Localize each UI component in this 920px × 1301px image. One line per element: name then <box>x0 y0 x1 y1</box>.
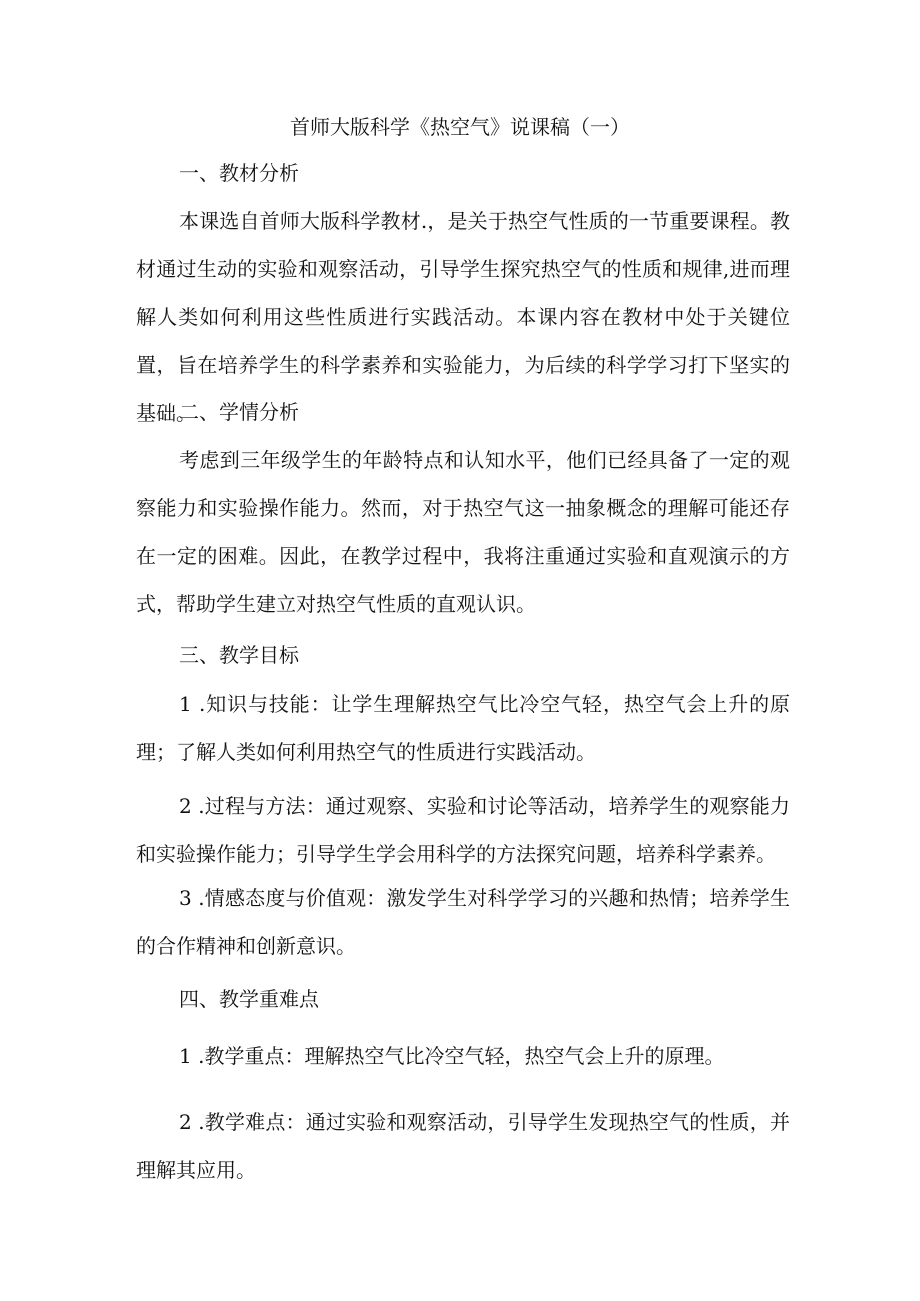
document-title: 首师大版科学《热空气》说课稿（一） <box>290 115 630 139</box>
paragraph-student-analysis: 考虑到三年级学生的年龄特点和认知水平，他们已经具备了一定的观察能力和实验操作能力。然而，对于热空气这一抽象概念的理解可能还存在一定的困难。因此，在教学过程中，我将注重通过实验和直观演示的方式，帮助学生建立对热空气性质的直观认识。 <box>136 448 790 616</box>
section-heading-student-analysis: 二、学情分析 <box>179 400 299 424</box>
section-heading-textbook-analysis: 一、教材分析 <box>179 161 299 185</box>
paragraph-textbook-analysis: 本课选自首师大版科学教材.，是关于热空气性质的一节重要课程。教材通过生动的实验和观察活动，引导学生探究热空气的性质和规律,进而理解人类如何利用这些性质进行实践活动。本课内容在教材中处于关键位置，旨在培养学生的科学素养和实验能力，为后续的科学学习打下坚实的基础。 <box>136 209 790 425</box>
section-heading-key-difficulties: 四、教学重难点 <box>179 987 319 1011</box>
paragraph-objective-process: 2 .过程与方法：通过观察、实验和讨论等活动，培养学生的观察能力和实验操作能力；引导学生学会用科学的方法探究问题，培养科学素养。 <box>136 794 790 866</box>
paragraph-key-point: 1 .教学重点：理解热空气比冷空气轻，热空气会上升的原理。 <box>179 1044 725 1068</box>
paragraph-objective-attitude: 3 .情感态度与价值观：激发学生对科学学习的兴趣和热情；培养学生的合作精神和创新意识。 <box>136 886 790 958</box>
paragraph-difficulty: 2 .教学难点：通过实验和观察活动，引导学生发现热空气的性质，并理解其应用。 <box>136 1110 790 1182</box>
section-heading-teaching-objectives: 三、教学目标 <box>179 643 299 667</box>
paragraph-objective-knowledge: 1 .知识与技能：让学生理解热空气比冷空气轻，热空气会上升的原理；了解人类如何利用热空气的性质进行实践活动。 <box>136 692 790 764</box>
